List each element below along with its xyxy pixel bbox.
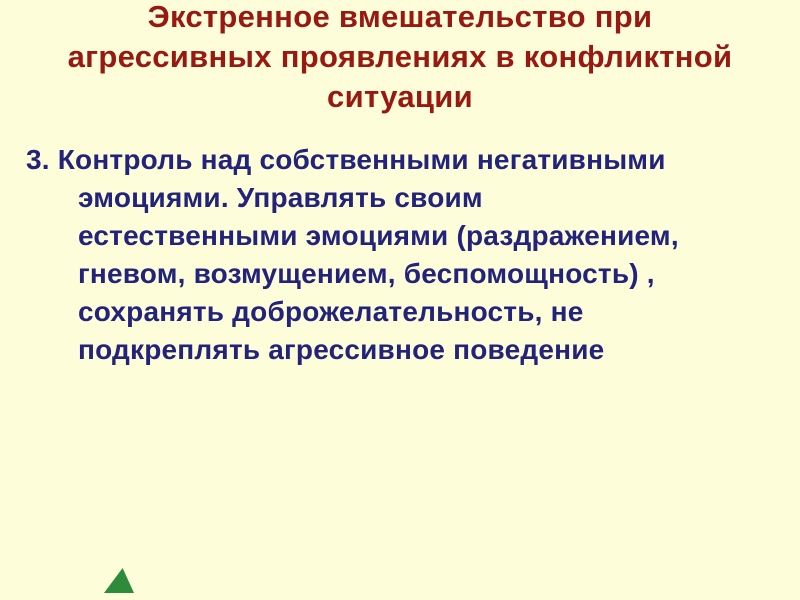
slide-title: [0, 0, 800, 117]
slide-body: [0, 141, 800, 369]
body-line-1: 3. Контроль над собственными негативными: [26, 144, 666, 175]
title-line-1: Экстренное вмешательство при: [147, 0, 653, 34]
body-line-6: подкреплять агрессивное поведение: [78, 334, 605, 365]
green-triangle-decoration-icon: [104, 568, 134, 593]
title-line-2: агрессивных проявлениях в конфликтной: [67, 39, 733, 74]
body-line-4: гневом, возмущением, беспомощность) ,: [78, 258, 655, 289]
body-line-2: эмоциями. Управлять своим: [78, 182, 483, 213]
body-line-3: естественными эмоциями (раздражением,: [78, 220, 679, 251]
title-line-3: ситуации: [327, 79, 473, 114]
body-line-5: сохранять доброжелательность, не: [78, 296, 584, 327]
